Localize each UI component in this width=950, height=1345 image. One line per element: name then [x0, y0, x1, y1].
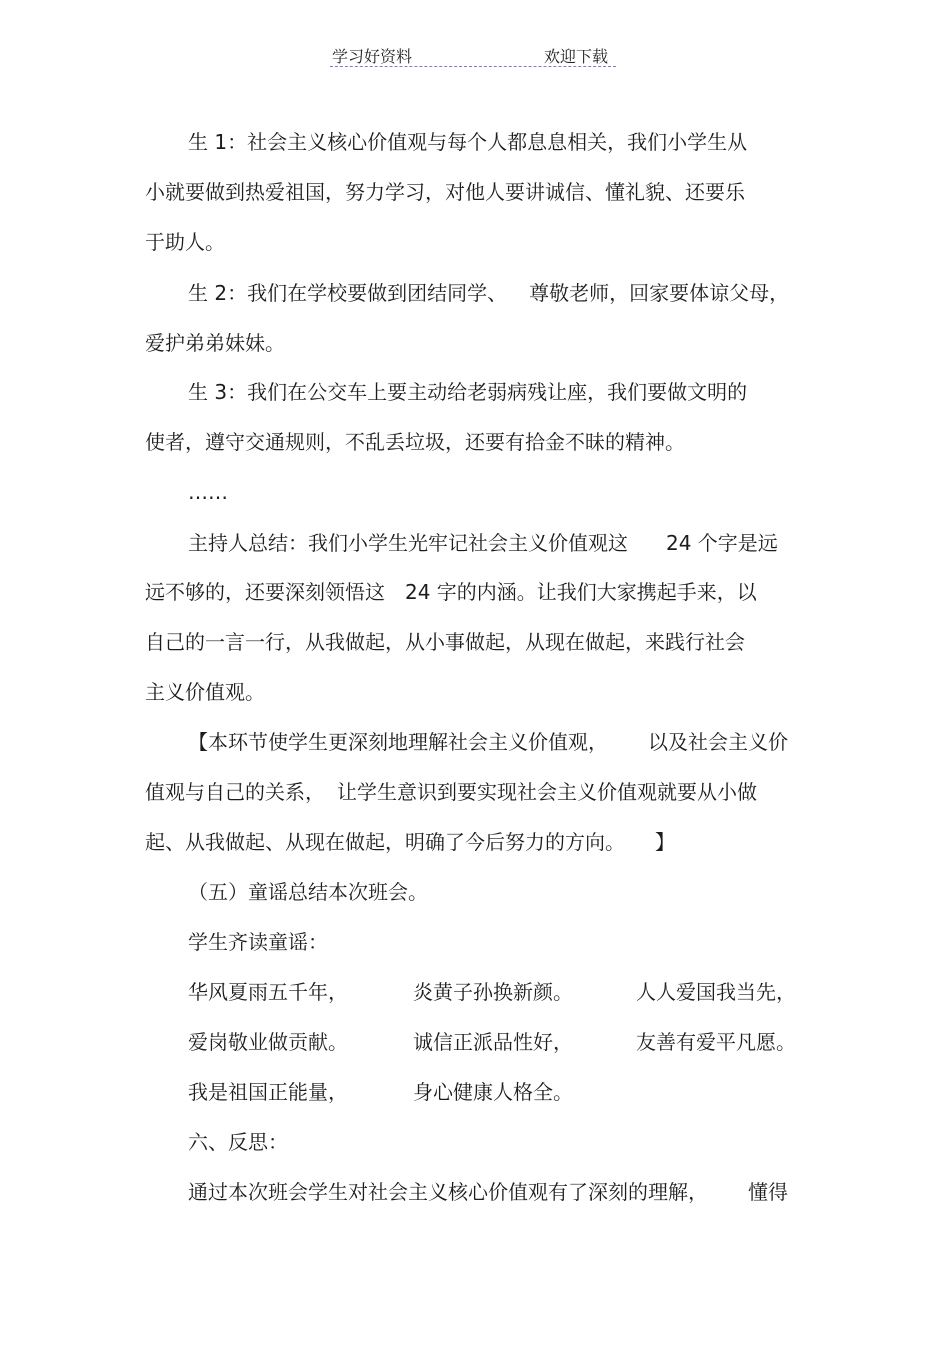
paragraph-segment: 24 字的内涵。让我们大家携起手来，以: [405, 580, 757, 604]
ellipsis: ……: [188, 480, 228, 504]
paragraph-line: [188, 531, 778, 555]
paragraph-segment: 24 个字是远: [666, 531, 778, 555]
paragraph-line: 于助人。: [145, 230, 225, 254]
paragraph-segment: 通过本次班会学生对社会主义核心价值观有了深刻的理解，: [188, 1180, 708, 1204]
paragraph-line: [188, 730, 788, 754]
paragraph-line: 生 3：我们在公交车上要主动给老弱病残让座，我们要做文明的: [188, 380, 748, 404]
paragraph-segment: 以及社会主义价: [648, 730, 788, 754]
paragraph-segment: 生 2：我们在学校要做到团结同学、: [188, 281, 508, 305]
page-header: [330, 42, 616, 67]
paragraph-line: [188, 1180, 788, 1204]
poem-line: 我是祖国正能量，: [188, 1080, 348, 1104]
paragraph-line: [145, 580, 757, 604]
paragraph-segment: 主持人总结：我们小学生光牢记社会主义价值观这: [188, 531, 628, 555]
paragraph-segment: 】: [655, 830, 675, 854]
paragraph-line: 主义价值观。: [145, 680, 265, 704]
paragraph-segment: 远不够的，还要深刻领悟这: [145, 580, 385, 604]
poem-line: 爱岗敬业做贡献。: [188, 1030, 348, 1054]
poem-line: 诚信正派品性好，: [413, 1030, 573, 1054]
header-left-text: 学习好资料: [332, 47, 413, 66]
paragraph-line: 学生齐读童谣：: [188, 930, 328, 954]
section-heading: 六、反思：: [188, 1130, 288, 1154]
paragraph-segment: 让学生意识到要实现社会主义价值观就要从小做: [337, 780, 757, 804]
paragraph-line: 爱护弟弟妹妹。: [145, 331, 285, 355]
paragraph-line: 生 1：社会主义核心价值观与每个人都息息相关，我们小学生从: [188, 130, 748, 154]
paragraph-line: 使者，遵守交通规则，不乱丢垃圾，还要有拾金不昧的精神。: [145, 430, 685, 454]
paragraph-line: [145, 830, 675, 854]
paragraph-segment: 【本环节使学生更深刻地理解社会主义价值观，: [188, 730, 608, 754]
poem-line: 华风夏雨五千年，: [188, 980, 348, 1004]
header-right-text: 欢迎下载: [544, 47, 609, 66]
paragraph-segment: 尊敬老师，回家要体谅父母，: [529, 281, 790, 305]
paragraph-segment: 值观与自己的关系，: [145, 780, 325, 804]
paragraph-line: 自己的一言一行，从我做起，从小事做起，从现在做起，来践行社会: [145, 630, 745, 654]
poem-line: 炎黄子孙换新颜。: [413, 980, 573, 1004]
paragraph-segment: 懂得: [748, 1180, 788, 1204]
section-heading: （五）童谣总结本次班会。: [188, 880, 428, 904]
poem-line: 身心健康人格全。: [413, 1080, 573, 1104]
paragraph-line: 小就要做到热爱祖国，努力学习，对他人要讲诚信、懂礼貌、还要乐: [145, 180, 745, 204]
paragraph-line: [145, 780, 757, 804]
paragraph-line: [188, 281, 789, 305]
poem-line: 人人爱国我当先，: [636, 980, 796, 1004]
paragraph-segment: 起、从我做起、从现在做起，明确了今后努力的方向。: [145, 830, 625, 854]
poem-line: 友善有爱平凡愿。: [636, 1030, 796, 1054]
